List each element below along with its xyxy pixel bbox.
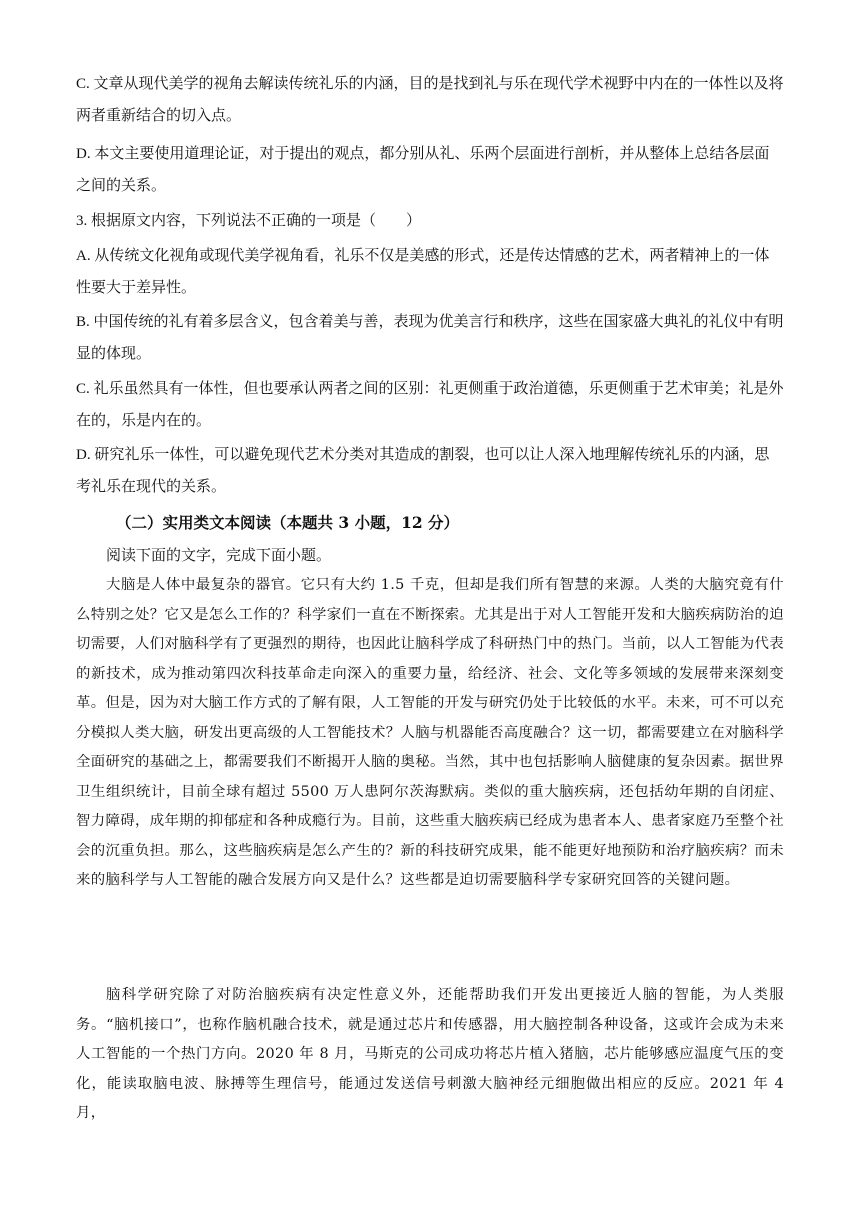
option-2c: C. 文章从现代美学的视角去解读传统礼乐的内涵，目的是找到礼与乐在现代学术视野中内在的一体性以及将两者重新结合的切入点。	[76, 76, 784, 124]
option-2d: D. 本文主要使用道理论证，对于提出的观点，都分别从礼、乐两个层面进行剖析，并从整体上总结各层面之间的关系。	[76, 146, 770, 194]
option-3a: A. 从传统文化视角或现代美学视角看，礼乐不仅是美感的形式，还是传达情感的艺术，两者精神上的一体性要大于差异性。	[76, 248, 770, 296]
option-3c: C. 礼乐虽然具有一体性，但也要承认两者之间的区别：礼更侧重于政治道德，乐更侧重于艺术审美；礼是外在的，乐是内在的。	[76, 381, 784, 429]
passage-paragraph-2: 脑科学研究除了对防治脑疾病有决定性意义外，还能帮助我们开发出更接近人脑的智能，为人类服务。“脑机接口”，也称作脑机融合技术，就是通过芯片和传感器，用大脑控制各种设备，这或许会成为未来人工智能的一个热门方向。2020 年 8 月，马斯克的公司成功将芯片植入猪脑，芯片能够感应温度气压的变化，能读取脑电波、脉搏等生理信号，能通过发送信号刺激大脑神经元细胞做出相应的反应。2021 年 4 月，	[76, 987, 784, 1121]
section-heading: （二）实用类文本阅读（本题共 3 小题，12 分）	[116, 513, 460, 532]
option-3b: B. 中国传统的礼有着多层含义，包含着美与善，表现为优美言行和秩序，这些在国家盛大典礼的礼仪中有明显的体现。	[76, 314, 784, 362]
question-3-stem: 3. 根据原文内容，下列说法不正确的一项是（ ）	[76, 213, 422, 229]
passage-paragraph-1: 大脑是人体中最复杂的器官。它只有大约 1.5 千克，但却是我们所有智慧的来源。人类的大脑究竟有什么特别之处？它又是怎么工作的？科学家们一直在不断探索。尤其是出于对人工智能开发和大脑疾病防治的迫切需要，人们对脑科学有了更强烈的期待，也因此让脑科学成了科研热门中的热门。当前，以人工智能为代表的新技术，成为推动第四次科技革命走向深入的重要力量，给经济、社会、文化等多领域的发展带来深刻变革。但是，因为对大脑工作方式的了解有限，人工智能的开发与研究仍处于比较低的水平。未来，可不可以充分模拟人类大脑，研发出更高级的人工智能技术？人脑与机器能否高度融合？这一切，都需要建立在对脑科学全面研究的基础之上，都需要我们不断揭开人脑的奥秘。当然，其中也包括影响人脑健康的复杂因素。据世界卫生组织统计，目前全球有超过 5500 万人患阿尔茨海默病。类似的重大脑疾病，还包括幼年期的自闭症、智力障碍，成年期的抑郁症和各种成瘾行为。目前，这些重大脑疾病已经成为患者本人、患者家庭乃至整个社会的沉重负担。那么，这些脑疾病是怎么产生的？新的科技研究成果，能不能更好地预防和治疗脑疾病？而未来的脑科学与人工智能的融合发展方向又是什么？这些都是迫切需要脑科学专家研究回答的关键问题。	[76, 577, 784, 888]
option-3d: D. 研究礼乐一体性，可以避免现代艺术分类对其造成的割裂，也可以让人深入地理解传统礼乐的内涵，思考礼乐在现代的关系。	[76, 447, 770, 495]
section-instruction: 阅读下面的文字，完成下面小题。	[106, 548, 332, 564]
